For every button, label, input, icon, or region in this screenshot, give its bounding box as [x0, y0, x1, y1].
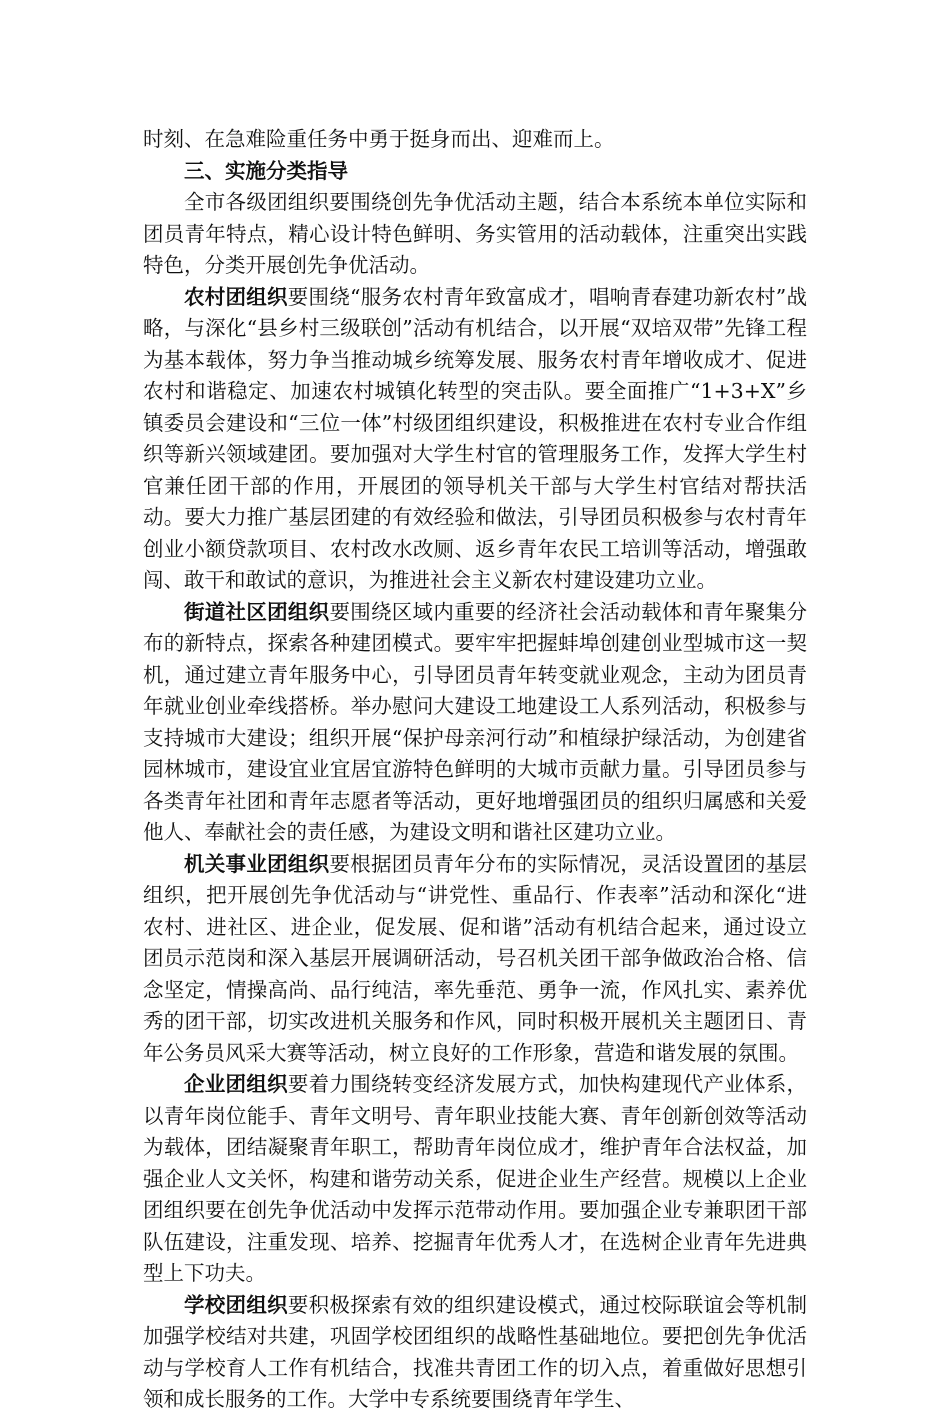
section-heading	[143, 156, 807, 188]
paragraph-text: 要着力围绕转变经济发展方式，加快构建现代产业体系，以青年岗位能手、青年文明号、青年职业技能大赛、青年创新创效等活动为载体，团结凝聚青年职工，帮助青年岗位成才，维护青年合法权益，加强企业人文关怀，构建和谐劳动关系，促进企业生产经营。规模以上企业团组织要在创先争优活动中发挥示范带动作用。要加强企业专兼职团干部队伍建设，注重发现、培养、挖掘青年优秀人才，在选树企业青年先进典型上下功夫。	[143, 1072, 808, 1285]
paragraph-lead: 农村团组织	[184, 284, 288, 309]
continuation-line: 时刻、在急难险重任务中勇于挺身而出、迎难而上。	[143, 127, 615, 151]
paragraph-lead: 学校团组织	[184, 1292, 288, 1317]
intro-paragraph: 全市各级团组织要围绕创先争优活动主题，结合本系统本单位实际和团员青年特点，精心设计特色鲜明、务实管用的活动载体，注重突出实践特色，分类开展创先争优活动。	[143, 190, 807, 277]
paragraph-enterprise	[143, 1069, 807, 1290]
paragraph-text: 要围绕“服务农村青年致富成才，唱响青春建功新农村”战略，与深化“县乡村三级联创”活动有机结合，以开展“双培双带”先锋工程为基本载体，努力争当推动城乡统筹发展、服务农村青年增收成才、促进农村和谐稳定、加速农村城镇化转型的突击队。要全面推广“1+3+X”乡镇委员会建设和“三位一体”村级团组织建设，积极推进在农村专业合作组织等新兴领域建团。要加强对大学生村官的管理服务工作，发挥大学生村官兼任团干部的作用，开展团的领导机关干部与大学生村官结对帮扶活动。要大力推广基层团建的有效经验和做法，引导团员积极参与农村青年创业小额贷款项目、农村改水改厕、返乡青年农民工培训等活动，增强敢闯、敢干和敢试的意识，为推进社会主义新农村建设建功立业。	[143, 284, 808, 592]
paragraph-rural	[143, 282, 807, 597]
paragraph-lead: 企业团组织	[184, 1072, 288, 1096]
paragraph-text: 要积极探索有效的组织建设模式，通过校际联谊会等机制加强学校结对共建，巩固学校团组织的战略性基础地位。要把创先争优活动与学校育人工作有机结合，找准共青团工作的切入点，着重做好思想引领和成长服务的工作。大学中专系统要围绕青年学生、	[143, 1292, 808, 1411]
paragraph-lead: 街道社区团组织	[184, 599, 330, 624]
section-heading-text: 三、实施分类指导	[184, 158, 348, 183]
document-body	[143, 124, 807, 1416]
paragraph-government	[143, 849, 807, 1070]
paragraph-text: 要根据团员青年分布的实际情况，灵活设置团的基层组织，把开展创先争优活动与“讲党性、重品行、作表率”活动和深化“进农村、进社区、进企业，促发展、促和谐”活动有机结合起来，通过设立团员示范岗和深入基层开展调研活动，号召机关团干部争做政治合格、信念坚定，情操高尚、品行纯洁，率先垂范、勇争一流，作风扎实、素养优秀的团干部，切实改进机关服务和作风，同时积极开展机关主题团日、青年公务员风采大赛等活动，树立良好的工作形象，营造和谐发展的氛围。	[143, 851, 808, 1065]
paragraph-lead: 机关事业团组织	[184, 851, 330, 876]
paragraph-school	[143, 1290, 807, 1416]
paragraph-text: 要围绕区域内重要的经济社会活动载体和青年聚集分布的新特点，探索各种建团模式。要牢牢把握蚌埠创建创业型城市这一契机，通过建立青年服务中心，引导团员青年转变就业观念，主动为团员青年就业创业牵线搭桥。举办慰问大建设工地建设工人系列活动，积极参与支持城市大建设；组织开展“保护母亲河行动”和植绿护绿活动，为创建省园林城市，建设宜业宜居宜游特色鲜明的大城市贡献力量。引导团员参与各类青年社团和青年志愿者等活动，更好地增强团员的组织归属感和关爱他人、奉献社会的责任感，为建设文明和谐社区建功立业。	[143, 599, 808, 844]
paragraph-community	[143, 597, 807, 849]
